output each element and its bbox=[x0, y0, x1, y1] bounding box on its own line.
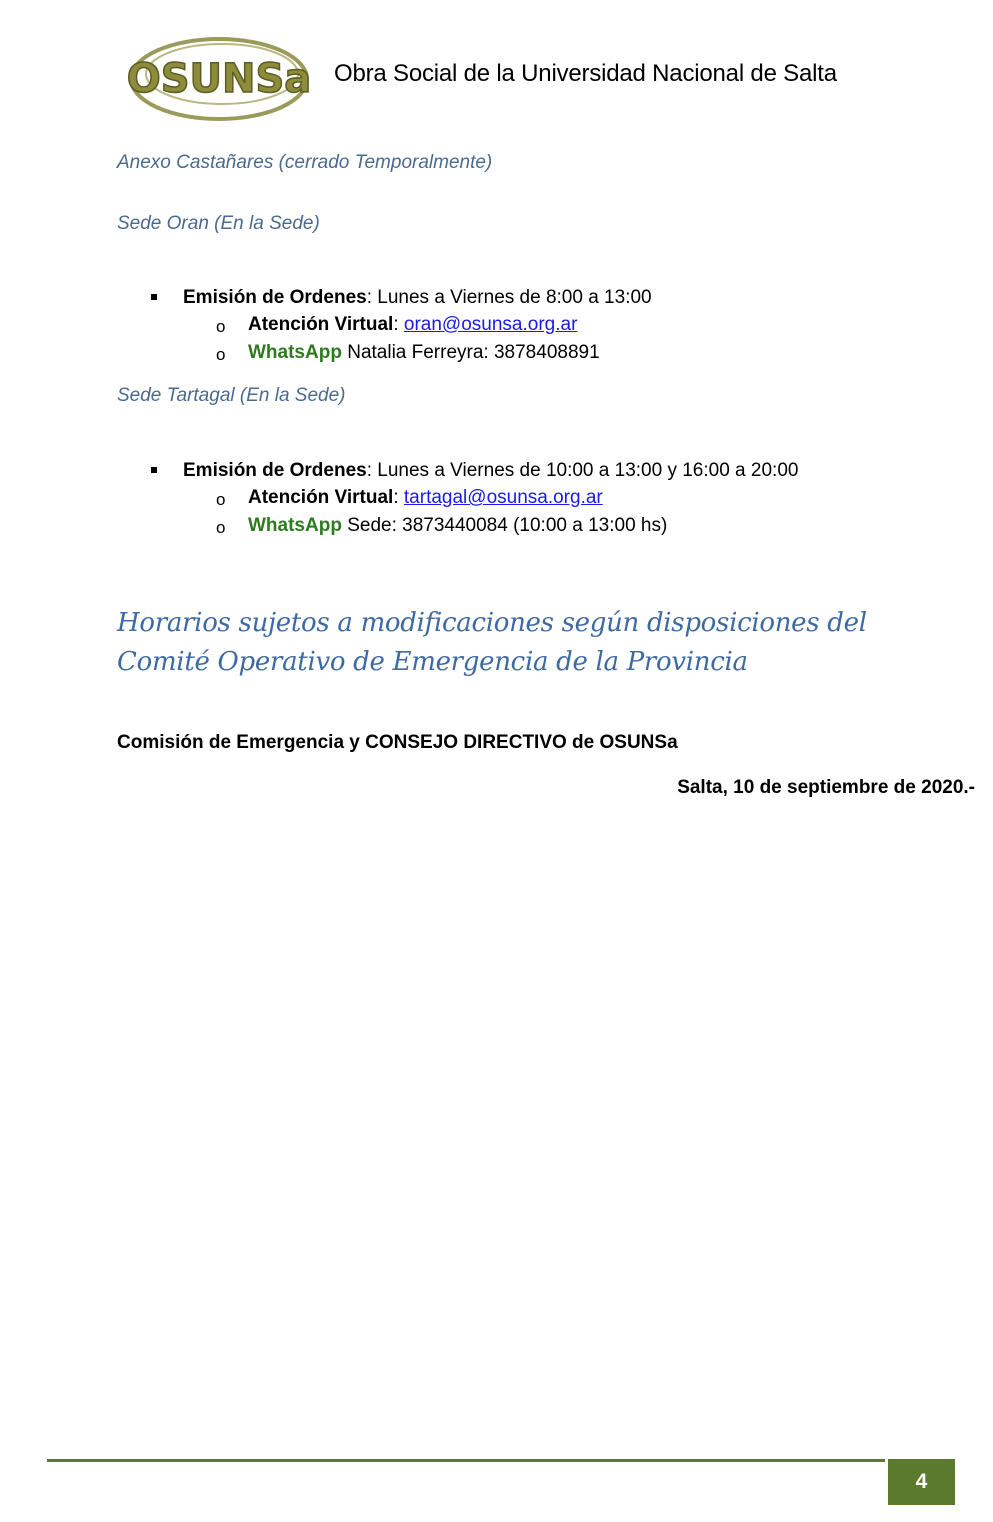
document-date: Salta, 10 de septiembre de 2020.- bbox=[677, 777, 975, 798]
virtual-label: Atención Virtual bbox=[248, 487, 394, 508]
square-bullet-icon bbox=[151, 467, 157, 473]
osunsa-logo bbox=[126, 34, 312, 124]
oran-virtual-line bbox=[248, 313, 577, 337]
sede-oran-title: Sede Oran (En la Sede) bbox=[117, 213, 320, 234]
circle-bullet-icon: o bbox=[216, 345, 226, 364]
emision-label: Emisión de Ordenes bbox=[183, 460, 367, 481]
whatsapp-value: Sede: 3873440084 (10:00 a 13:00 hs) bbox=[341, 515, 668, 536]
anexo-castanares-title: Anexo Castañares (cerrado Temporalmente) bbox=[117, 152, 493, 173]
signature: Comisión de Emergencia y CONSEJO DIRECTIVO de OSUNSa bbox=[117, 732, 678, 753]
footer-divider bbox=[47, 1459, 885, 1462]
oran-email-link[interactable]: oran@osunsa.org.ar bbox=[403, 314, 578, 335]
emision-label: Emisión de Ordenes bbox=[183, 287, 367, 308]
oran-whatsapp-line bbox=[248, 341, 600, 365]
whatsapp-value: Natalia Ferreyra: 3878408891 bbox=[341, 342, 600, 363]
emision-value: : Lunes a Viernes de 8:00 a 13:00 bbox=[366, 287, 652, 308]
document-header bbox=[0, 0, 993, 130]
whatsapp-label: WhatsApp bbox=[248, 342, 342, 363]
svg-text:OSUNSa: OSUNSa bbox=[126, 56, 312, 102]
circle-bullet-icon: o bbox=[216, 490, 226, 509]
tartagal-virtual-line bbox=[248, 486, 603, 510]
whatsapp-label: WhatsApp bbox=[248, 515, 342, 536]
tartagal-email-link[interactable]: tartagal@osunsa.org.ar bbox=[403, 487, 603, 508]
org-name: Obra Social de la Universidad Nacional de Salta bbox=[334, 60, 837, 87]
tartagal-whatsapp-line bbox=[248, 514, 667, 538]
tartagal-emision-line bbox=[183, 459, 798, 483]
circle-bullet-icon: o bbox=[216, 317, 226, 336]
virtual-label: Atención Virtual bbox=[248, 314, 394, 335]
page-number: 4 bbox=[888, 1459, 955, 1505]
square-bullet-icon bbox=[151, 294, 157, 300]
circle-bullet-icon: o bbox=[216, 518, 226, 537]
emision-value: : Lunes a Viernes de 10:00 a 13:00 y 16:00 a 20:00 bbox=[366, 460, 799, 481]
oran-emision-line bbox=[183, 286, 652, 310]
virtual-sep: : bbox=[393, 487, 404, 508]
schedule-notice: Horarios sujetos a modificaciones según disposiciones del Comité Operativo de Emergencia de la Provincia bbox=[117, 608, 867, 677]
virtual-sep: : bbox=[393, 314, 404, 335]
sede-tartagal-title: Sede Tartagal (En la Sede) bbox=[117, 385, 346, 406]
